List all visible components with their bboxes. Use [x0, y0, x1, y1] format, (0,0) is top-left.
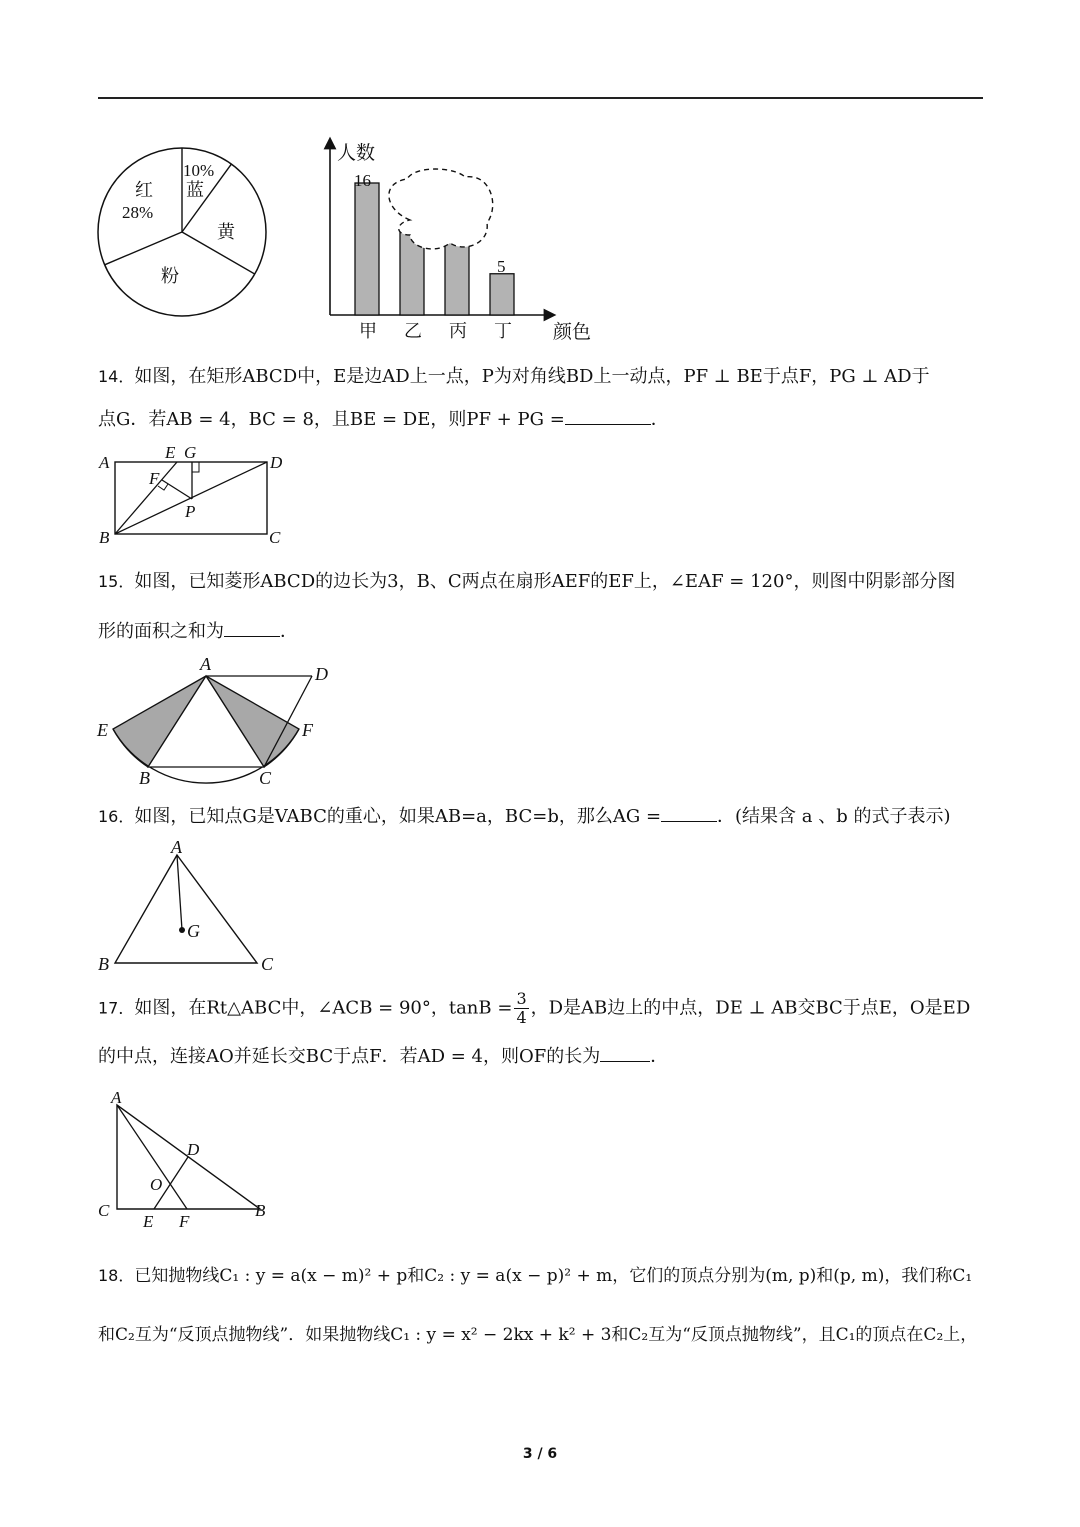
category-label-1: 乙: [404, 321, 422, 341]
svg-text:D: D: [187, 1140, 200, 1159]
pie-label-red: 红: [135, 180, 153, 200]
q15-text1: 如图，已知菱形ABCD的边长为3，B、C两点在扇形AEF的EF上，∠EAF = 120°，则图中阴影部分图: [134, 571, 956, 592]
q17-text1a: 如图，在Rt△ABC中，∠ACB = 90°，tanB =: [134, 997, 513, 1019]
bar-value-label-0: 16: [354, 171, 371, 190]
pie-label-blue: 蓝: [186, 180, 204, 200]
bar-3: [490, 274, 514, 315]
q18-line1: [98, 1264, 988, 1288]
bar-chart: [315, 135, 600, 345]
svg-text:B: B: [99, 528, 110, 547]
svg-text:B: B: [98, 954, 109, 974]
q16-line1: [98, 805, 988, 829]
pie-chart: [95, 145, 270, 320]
svg-text:A: A: [200, 654, 211, 674]
q14-figure: [95, 442, 295, 552]
page-number: 3 / 6: [522, 1446, 558, 1462]
svg-text:A: A: [171, 837, 182, 857]
svg-text:G: G: [184, 443, 197, 462]
q15-line1: [98, 570, 988, 594]
q16-end: ．(结果含 a 、b 的式子表示): [717, 806, 951, 827]
svg-text:C: C: [98, 1201, 110, 1220]
q18-number: 18．: [98, 1266, 135, 1285]
pie-label-pink: 粉: [161, 266, 179, 286]
bar-value-label-3: 5: [497, 257, 506, 276]
pie-label-yellow: 黄: [217, 222, 235, 242]
category-label-2: 丙: [449, 321, 467, 341]
y-axis-label: 人数: [337, 143, 376, 164]
q15-end: ．: [280, 621, 298, 642]
q14-end: ．: [650, 409, 669, 430]
svg-text:D: D: [315, 664, 328, 684]
svg-text:B: B: [139, 768, 150, 788]
q14-text2: 点G．若AB = 4，BC = 8，且BE = DE，则PF + PG =: [98, 409, 565, 430]
svg-text:F: F: [302, 720, 313, 740]
q17-end: ．: [650, 1046, 669, 1067]
svg-text:B: B: [255, 1201, 266, 1220]
svg-text:A: A: [111, 1088, 122, 1107]
svg-text:P: P: [185, 502, 196, 521]
q17-number: 17．: [98, 998, 135, 1018]
q15-text2: 形的面积之和为: [98, 621, 224, 642]
q17-text1b: ，D是AB边上的中点，DE ⊥ AB交BC于点E，O是ED: [530, 997, 971, 1019]
q15-number: 15．: [98, 572, 135, 591]
q16-number: 16．: [98, 807, 135, 826]
q16-answer-blank[interactable]: [661, 805, 717, 822]
svg-text:E: E: [97, 720, 108, 740]
q17-answer-blank[interactable]: [600, 1045, 650, 1062]
pie-slices: [98, 148, 266, 316]
svg-text:E: E: [165, 443, 176, 462]
q15-answer-blank[interactable]: [224, 620, 280, 637]
svg-text:E: E: [143, 1212, 154, 1231]
category-label-0: 甲: [359, 321, 377, 341]
q17-frac-den: 4: [516, 1008, 527, 1027]
q17-frac-num: 3: [516, 989, 527, 1008]
svg-text:O: O: [150, 1175, 163, 1194]
q16-figure: [95, 835, 295, 975]
svg-text:F: F: [179, 1212, 190, 1231]
q14-text1: 如图，在矩形ABCD中，E是边AD上一点，P为对角线BD上一动点，PF ⊥ BE于点F，PG ⊥ AD于: [134, 366, 930, 387]
q17-line1: [98, 990, 988, 1027]
pie-label-red-pct: 28%: [122, 203, 154, 222]
pie-label-blue-pct: 10%: [183, 161, 215, 180]
svg-text:C: C: [269, 528, 281, 547]
q15-line2: [98, 620, 988, 644]
svg-text:C: C: [259, 768, 272, 788]
q17-text2: 的中点，连接AO并延长交BC于点F．若AD = 4，则OF的长为: [98, 1046, 601, 1067]
category-label-3: 丁: [494, 321, 512, 341]
svg-text:C: C: [261, 954, 274, 974]
q18-line2: [98, 1323, 988, 1347]
bar-0: [355, 183, 379, 315]
svg-text:D: D: [270, 453, 283, 472]
q16-text1: 如图，已知点G是VABC的重心，如果AB=a，BC=b，那么AG =: [134, 806, 662, 827]
q14-number: 14．: [98, 367, 135, 386]
q14-answer-blank[interactable]: [565, 408, 651, 425]
q14-line2: [98, 408, 988, 432]
q18-text2: 和C₂互为“反顶点抛物线”．如果抛物线C₁ : y = x² − 2kx + k² + 3和C₂互为“反顶点抛物线”，且C₁的顶点在C₂上，: [98, 1325, 978, 1345]
svg-text:G: G: [187, 921, 200, 941]
q18-text1: 已知抛物线C₁ : y = a(x − m)² + p和C₂ : y = a(x − p)² + m，它们的顶点分别为(m, p)和(p, m)，我们称C₁: [134, 1266, 973, 1286]
x-axis-label: 颜色: [553, 322, 592, 343]
q17-figure: [95, 1085, 295, 1235]
q17-fraction: [514, 990, 528, 1027]
header-rule: [98, 97, 983, 99]
svg-text:A: A: [99, 453, 110, 472]
q17-line2: [98, 1045, 988, 1069]
q14-line1: [98, 365, 988, 389]
q15-figure: [95, 652, 345, 787]
svg-text:F: F: [149, 469, 160, 488]
